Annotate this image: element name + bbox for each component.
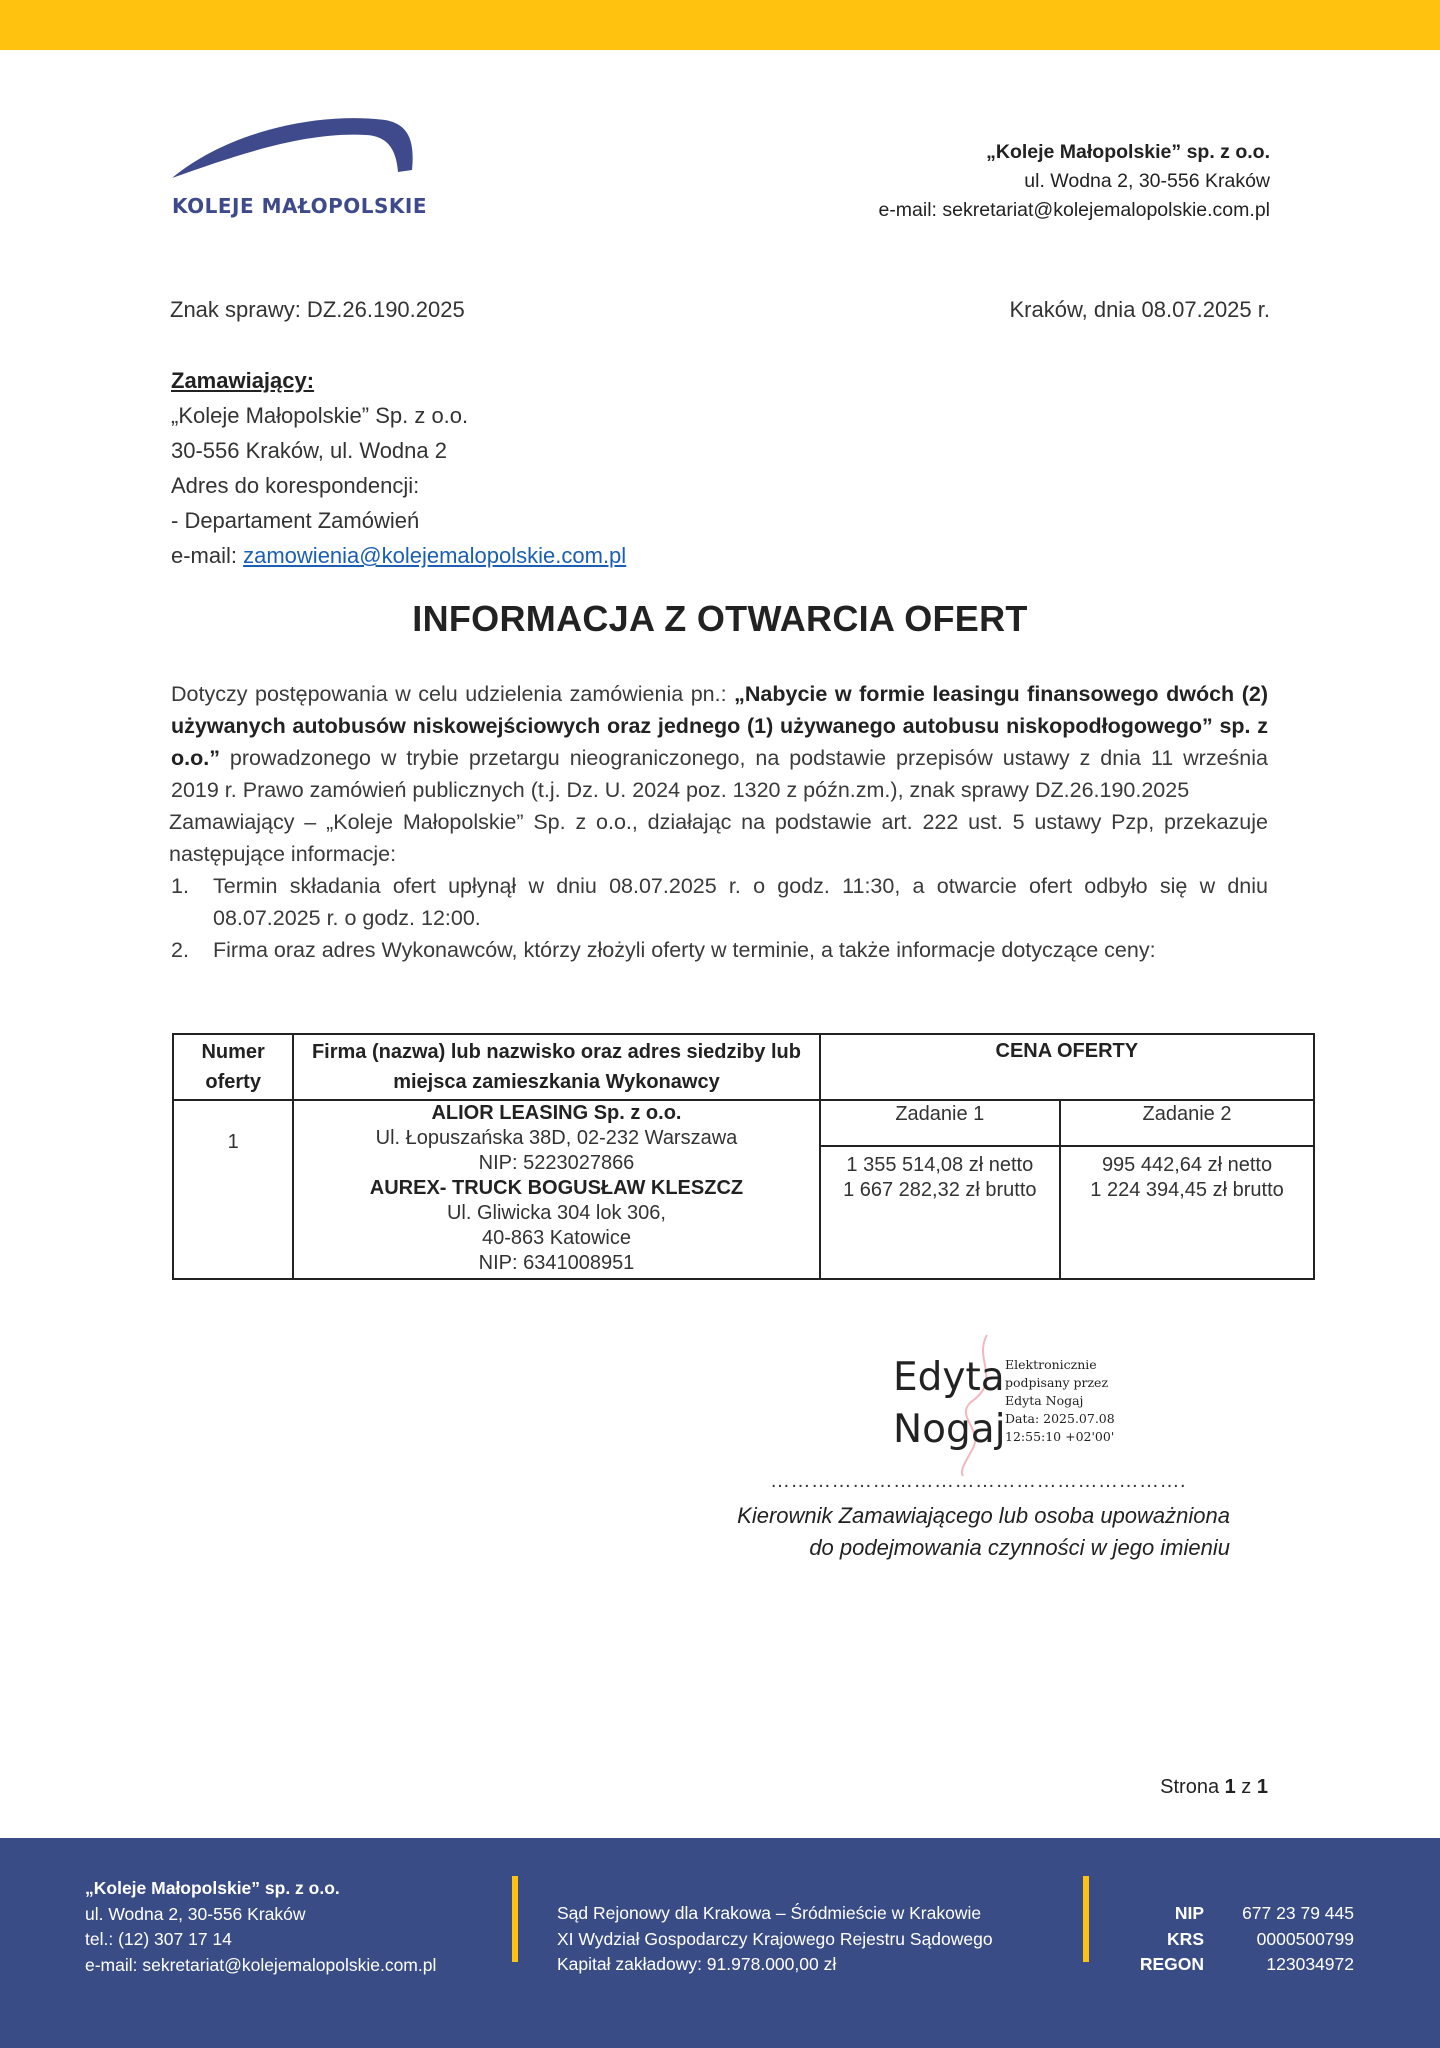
signature-meta-line: podpisany przez [1005,1375,1109,1390]
orderer-block [171,363,626,573]
orderer-label: Zamawiający: [171,368,315,393]
procurement-subject: „Nabycie w formie leasingu finansowego dwóch (2) używanych autobusów niskowejściowych oraz jednego (1) używanego autobusu niskopodłogowego” sp. z o.o.” [171,682,1268,770]
page-total: 1 [1256,1776,1268,1798]
logo-text: KOLEJE MAŁOPOLSKIE [172,194,427,218]
header-street: ul. Wodna 2, 30-556 Kraków [1024,170,1270,192]
task2-net: 995 442,64 zł netto [1101,1154,1273,1177]
orderer-name: „Koleje Małopolskie” Sp. z o.o. [171,403,469,428]
list-item-number: 1. [171,874,189,898]
task1-price [820,1146,1060,1279]
footer-court-line2: XI Wydział Gospodarczy Krajowego Rejestru Sądowego [557,1928,993,1949]
signature-last-name: Nogaj [893,1407,1006,1452]
list-item-text: Termin składania ofert upłynął w dniu 08.07.2025 r. o godz. 11:30, a otwarcie ofert odbyło się w dniu 08.07.2025 r. o godz. 12:00. [213,874,1268,930]
orderer-email-link[interactable]: zamowienia@kolejemalopolskie.com.pl [243,543,627,568]
case-reference: Znak sprawy: DZ.26.190.2025 [170,297,465,322]
list-item [171,934,1268,966]
document-date: Kraków, dnia 08.07.2025 r. [1009,297,1270,322]
company1-nip: NIP: 5223027866 [478,1152,635,1174]
footer-registration [1118,1901,1354,1978]
info-list [171,870,1268,966]
orderer-email-label: e-mail: [171,543,244,568]
header-address [878,138,1270,225]
intro-rest: prowadzonego w trybie przetargu nieograniczonego, na podstawie przepisów ustawy z dnia 11 września 2019 r. Prawo zamówień publicznych (t.j. Dz. U. 2024 poz. 1320 z późn.zm.), znak sprawy DZ.26.190.2025 [171,746,1268,802]
footer-reg-row [1118,1901,1354,1927]
offer-company [293,1100,819,1279]
list-item-text: Firma oraz adres Wykonawców, którzy złożyli oferty w terminie, a także informacje dotyczące ceny: [213,938,1156,962]
offers-table [172,1033,1315,1280]
task1-net: 1 355 514,08 zł netto [846,1154,1034,1177]
footer [0,1838,1440,2048]
electronic-signature [893,1330,1143,1480]
company2-nip: NIP: 6341008951 [478,1252,635,1274]
task2-header: Zadanie 2 [1060,1100,1314,1146]
company1-name: ALIOR LEASING Sp. z o.o. [431,1102,682,1124]
header-company-name: „Koleje Małopolskie” sp. z o.o. [986,141,1270,163]
signature-meta-line: Data: 2025.07.08 [1005,1411,1115,1426]
signature-first-name: Edyta [893,1355,1005,1400]
regon-label: REGON [1139,1954,1204,1974]
correspondence-label: Adres do korespondencji: [171,473,420,498]
page-current: 1 [1224,1776,1236,1798]
footer-court [557,1901,993,1978]
signature-dots: ……………………………………………………. [770,1470,1187,1492]
intro-paragraph [171,678,1268,806]
task1-header: Zadanie 1 [820,1100,1060,1146]
page-number [1160,1776,1268,1799]
footer-email: e-mail: sekretariat@kolejemalopolskie.com.pl [85,1954,437,1975]
header-company: Firma (nazwa) lub nazwisko oraz adres siedziby lub miejsca zamieszkania Wykonawcy [293,1034,819,1100]
signature-meta-line: 12:55:10 +02'00' [1005,1429,1115,1444]
signature-name [893,1352,1006,1456]
list-item-number: 2. [171,938,189,962]
footer-reg-row [1118,1952,1354,1978]
nip-value: 677 23 79 445 [1242,1903,1354,1923]
footer-contact [85,1876,436,1978]
footer-court-line1: Sąd Rejonowy dla Krakowa – Śródmieście w Krakowie [557,1903,982,1923]
intro-text: Dotyczy postępowania w celu udzielenia zamówienia pn.: [171,682,735,706]
signature-caption-line2: do podejmowania czynności w jego imieniu [809,1535,1230,1560]
page-label: Strona [1160,1776,1225,1798]
document-title: INFORMACJA Z OTWARCIA OFERT [412,598,1028,639]
signature-metadata [1005,1356,1115,1446]
offer-number: 1 [173,1100,293,1279]
orderer-email-line [171,538,626,573]
task2-price [1060,1146,1314,1279]
signature-meta-line: Elektronicznie [1005,1357,1097,1372]
company-logo [170,110,427,220]
logo-arc-icon [170,110,420,190]
signature-caption-line1: Kierownik Zamawiającego lub osoba upoważniona [737,1503,1230,1528]
orderer-address: 30-556 Kraków, ul. Wodna 2 [171,438,447,463]
company2-name: AUREX- TRUCK BOGUSŁAW KLESZCZ [369,1177,744,1199]
task1-gross: 1 667 282,32 zł brutto [843,1179,1037,1202]
company2-address2: 40-863 Katowice [481,1227,631,1249]
nip-label: NIP [1174,1903,1204,1923]
regon-value: 123034972 [1266,1954,1354,1974]
page-of: z [1235,1776,1257,1798]
signature-meta-line: Edyta Nogaj [1005,1393,1084,1408]
footer-divider [1083,1876,1089,1962]
footer-phone: tel.: (12) 307 17 14 [85,1929,232,1949]
footer-company-name: „Koleje Małopolskie” sp. z o.o. [85,1878,340,1898]
header-email: e-mail: sekretariat@kolejemalopolskie.com.pl [878,199,1270,221]
header-offer-number: Numer oferty [173,1034,293,1100]
footer-address: ul. Wodna 2, 30-556 Kraków [85,1903,306,1924]
footer-capital: Kapitał zakładowy: 91.978.000,00 zł [557,1954,837,1974]
krs-value: 0000500799 [1256,1928,1354,1949]
table-row [173,1100,1314,1146]
list-item [171,870,1268,934]
header-offer-price: CENA OFERTY [820,1034,1314,1100]
top-accent-bar [0,0,1440,50]
footer-reg-row [1118,1927,1354,1953]
company1-address: Ul. Łopuszańska 38D, 02-232 Warszawa [375,1127,738,1149]
company2-address1: Ul. Gliwicka 304 lok 306, [446,1202,666,1224]
footer-divider [512,1876,518,1962]
task2-gross: 1 224 394,45 zł brutto [1090,1179,1284,1202]
table-header-row [173,1034,1314,1100]
krs-label: KRS [1167,1928,1204,1949]
orderer-department: - Departament Zamówień [171,508,420,533]
statement-paragraph: Zamawiający – „Koleje Małopolskie” Sp. z o.o., działając na podstawie art. 222 ust. 5 ustawy Pzp, przekazuje następujące informacje: [169,810,1268,866]
signature-caption [737,1500,1230,1564]
body-text [171,678,1268,966]
